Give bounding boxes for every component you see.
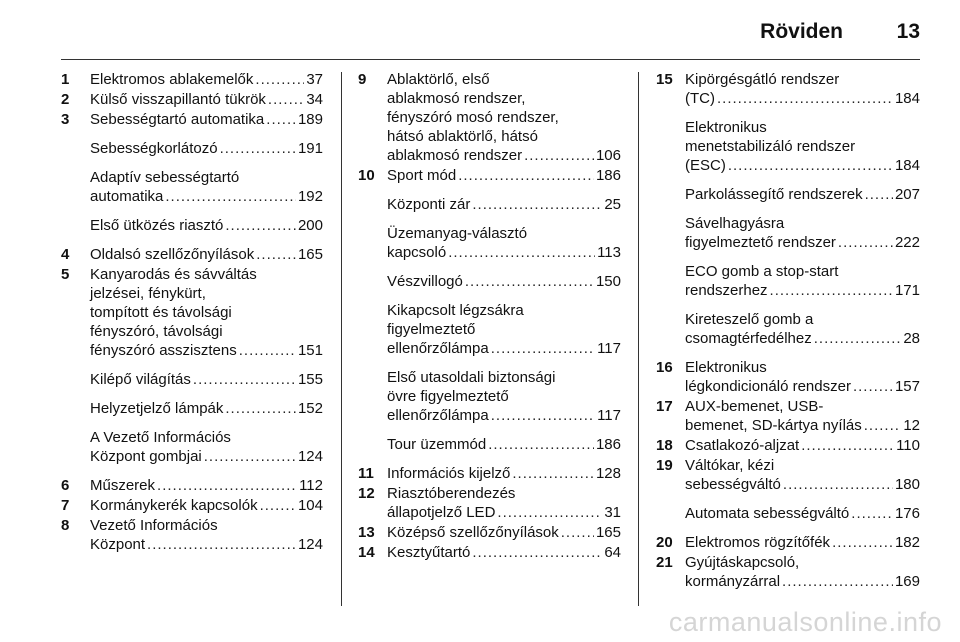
entry-text: Vészvillogó (387, 273, 463, 290)
entry-number: 16 (656, 359, 673, 376)
entry-last-line (685, 377, 920, 396)
entry-last-line (387, 435, 621, 454)
dot-leader (864, 416, 902, 435)
entry-last-line (90, 110, 323, 129)
dot-leader (814, 329, 902, 348)
entry-text: (TC) (685, 90, 715, 107)
entry-last-line (90, 187, 323, 206)
entry-text-line: Váltókar, kézi (685, 457, 775, 474)
entry-text: csomagtérfedélhez (685, 330, 812, 347)
entry-number: 9 (358, 71, 367, 88)
dot-leader (728, 156, 893, 175)
entry-text-line: Első utasoldali biztonsági (387, 369, 556, 386)
index-entry (61, 399, 323, 418)
dot-leader (165, 187, 296, 206)
entry-text-line: ECO gomb a stop-start (685, 263, 839, 280)
entry-last-line (685, 475, 920, 494)
entry-text: Első ütközés riasztó (90, 217, 224, 234)
page-ref: 124 (297, 536, 323, 553)
entry-text-line: Adaptív sebességtartó (90, 169, 240, 186)
dot-leader (782, 572, 893, 591)
entry-text: Központi zár (387, 196, 471, 213)
entry-last-line (90, 370, 323, 389)
page-ref: 37 (306, 71, 323, 88)
index-entry (358, 464, 621, 483)
entry-last-line (90, 341, 323, 360)
index-entry (656, 118, 920, 175)
dot-leader (491, 339, 595, 358)
entry-text: Elektromos ablakemelők (90, 71, 254, 88)
page-ref: 151 (297, 342, 323, 359)
dot-leader (204, 447, 296, 466)
entry-last-line (387, 272, 621, 291)
entry-number: 11 (358, 465, 374, 482)
entry-last-line (685, 156, 920, 175)
entry-text: légkondicionáló rendszer (685, 378, 851, 395)
page-title: Röviden (760, 20, 843, 43)
entry-number: 5 (61, 266, 70, 283)
entry-number: 1 (61, 71, 70, 88)
entry-number: 6 (61, 477, 70, 494)
index-entry (656, 214, 920, 252)
index-entry (358, 195, 621, 214)
page-ref: 113 (597, 244, 621, 261)
dot-leader (512, 464, 594, 483)
page-ref: 31 (604, 504, 621, 521)
entry-text-line: fényszóró, távolsági (90, 323, 223, 340)
entry-text: kapcsoló (387, 244, 447, 261)
index-entry (358, 272, 621, 291)
index-entry (358, 435, 621, 454)
dot-leader (801, 436, 894, 455)
page-header (0, 0, 960, 60)
page-ref: 180 (894, 476, 920, 493)
index-entry (61, 428, 323, 466)
index-entry (656, 70, 920, 108)
dot-leader (193, 370, 296, 389)
entry-text-line: Kireteszelő gomb a (685, 311, 814, 328)
dot-leader (157, 476, 297, 495)
page-ref: 182 (894, 534, 920, 551)
entry-text-line: övre figyelmeztető (387, 388, 509, 405)
page-ref: 189 (297, 111, 323, 128)
dot-leader (256, 245, 296, 264)
entry-text: Műszerek (90, 477, 156, 494)
page-ref: 207 (894, 186, 920, 203)
entry-text: fényszóró asszisztens (90, 342, 237, 359)
page-ref: 186 (595, 436, 621, 453)
entry-text: Központ gombjai (90, 448, 202, 465)
entry-text-line: Gyújtáskapcsoló, (685, 554, 800, 571)
entry-last-line (387, 406, 621, 425)
page-ref: 150 (595, 273, 621, 290)
dot-leader (225, 399, 296, 418)
entry-number: 3 (61, 111, 70, 128)
entry-last-line (387, 243, 621, 262)
entry-last-line (387, 543, 621, 562)
page-ref: 12 (903, 417, 920, 434)
page-ref: 104 (297, 497, 323, 514)
entry-text: sebességváltó (685, 476, 781, 493)
dot-leader (260, 496, 296, 515)
index-entry (61, 370, 323, 389)
index-entry (656, 262, 920, 300)
index-entry (656, 553, 920, 591)
page-ref: 117 (597, 340, 621, 357)
index-entry (61, 139, 323, 158)
entry-text: Oldalsó szellőzőnyílások (90, 246, 255, 263)
page-ref: 171 (894, 282, 920, 299)
entry-text: Sebességtartó automatika (90, 111, 265, 128)
entry-last-line (387, 523, 621, 542)
dot-leader (838, 233, 893, 252)
entry-text-line: Elektronikus (685, 359, 767, 376)
page-ref: 155 (297, 371, 323, 388)
dot-leader (832, 533, 893, 552)
entry-text: Sebességkorlátozó (90, 140, 218, 157)
page-ref: 169 (894, 573, 920, 590)
entry-text: Kesztyűtartó (387, 544, 471, 561)
entry-text: állapotjelző LED (387, 504, 496, 521)
entry-text-line: Vezető Információs (90, 517, 218, 534)
page-ref: 157 (894, 378, 920, 395)
index-entry (358, 224, 621, 262)
entry-text-line: hátsó ablaktörlő, hátsó (387, 128, 538, 145)
index-entry (61, 516, 323, 554)
index-entry (656, 310, 920, 348)
entry-text-line: Elektronikus (685, 119, 767, 136)
index-entry (656, 397, 920, 435)
page-ref: 124 (297, 448, 323, 465)
entry-text-line: Ablaktörlő, első (387, 71, 490, 88)
dot-leader (220, 139, 296, 158)
entry-last-line (90, 216, 323, 235)
entry-number: 10 (358, 167, 375, 184)
entry-text: Helyzetjelző lámpák (90, 400, 224, 417)
dot-leader (225, 216, 296, 235)
entry-text: Tour üzemmód (387, 436, 487, 453)
dot-leader (465, 272, 594, 291)
entry-last-line (90, 139, 323, 158)
entry-text-line: menetstabilizáló rendszer (685, 138, 856, 155)
entry-text-line: Riasztóberendezés (387, 485, 516, 502)
entry-number: 2 (61, 91, 70, 108)
entry-text-line: jelzései, fénykürt, (90, 285, 206, 302)
dot-leader (524, 146, 594, 165)
entry-number: 21 (656, 554, 673, 571)
index-entry (358, 70, 621, 165)
page-ref: 184 (894, 157, 920, 174)
entry-last-line (387, 146, 621, 165)
page-ref: 222 (894, 234, 920, 251)
index-entry (61, 110, 323, 129)
page-ref: 186 (595, 167, 621, 184)
entry-last-line (685, 416, 920, 435)
entry-text-line: Kanyarodás és sávváltás (90, 266, 257, 283)
page-ref: 110 (896, 437, 920, 454)
page-ref: 165 (595, 524, 621, 541)
entry-last-line (685, 329, 920, 348)
entry-last-line (685, 436, 920, 455)
entry-last-line (387, 195, 621, 214)
index-entry (358, 543, 621, 562)
dot-leader (783, 475, 893, 494)
entry-last-line (387, 339, 621, 358)
index-entry (61, 265, 323, 360)
entry-number: 18 (656, 437, 673, 454)
entry-text: Középső szellőzőnyílások (387, 524, 559, 541)
index-entry (358, 301, 621, 358)
entry-last-line (685, 504, 920, 523)
entry-text: bemenet, SD-kártya nyílás (685, 417, 862, 434)
dot-leader (497, 503, 602, 522)
entry-number: 14 (358, 544, 375, 561)
entry-last-line (685, 185, 920, 204)
dot-leader (266, 110, 296, 129)
dot-leader (448, 243, 595, 262)
entry-last-line (90, 399, 323, 418)
watermark: carmanualsonline.info (668, 607, 942, 637)
entry-text-line: A Vezető Információs (90, 429, 231, 446)
entry-text: rendszerhez (685, 282, 768, 299)
entry-last-line (685, 572, 920, 591)
index-entry (656, 504, 920, 523)
entry-text-line: figyelmeztető (387, 321, 476, 338)
page-ref: 117 (597, 407, 621, 424)
index-entry (61, 168, 323, 206)
entry-text: Automata sebességváltó (685, 505, 850, 522)
entry-text: ablakmosó rendszer (387, 147, 523, 164)
entry-last-line (90, 90, 323, 109)
dot-leader (853, 377, 893, 396)
entry-last-line (90, 496, 323, 515)
index-entry (358, 368, 621, 425)
entry-text: kormányzárral (685, 573, 781, 590)
index-entry (358, 166, 621, 185)
dot-leader (488, 435, 594, 454)
entry-number: 4 (61, 246, 70, 263)
dot-leader (147, 535, 296, 554)
entry-last-line (387, 503, 621, 522)
entry-last-line (685, 533, 920, 552)
entry-text: Információs kijelző (387, 465, 511, 482)
index-entry (358, 523, 621, 542)
entry-text-line: tompított és távolsági (90, 304, 232, 321)
page-ref: 191 (297, 140, 323, 157)
dot-leader (865, 185, 893, 204)
entry-text: ellenőrzőlámpa (387, 340, 489, 357)
index-entry (61, 90, 323, 109)
entry-last-line (90, 535, 323, 554)
entry-number: 12 (358, 485, 375, 502)
page-number: 13 (896, 20, 920, 43)
column-divider (341, 72, 342, 606)
entry-last-line (90, 70, 323, 89)
dot-leader (255, 70, 304, 89)
index-entry (656, 358, 920, 396)
entry-text-line: Sávelhagyásra (685, 215, 785, 232)
page-ref: 112 (299, 477, 323, 494)
entry-text: (ESC) (685, 157, 726, 174)
index-entry (656, 185, 920, 204)
column-divider (638, 72, 639, 606)
entry-text: ellenőrzőlámpa (387, 407, 489, 424)
dot-leader (491, 406, 595, 425)
page-ref: 64 (604, 544, 621, 561)
entry-text: Kormánykerék kapcsolók (90, 497, 258, 514)
dot-leader (472, 195, 602, 214)
dot-leader (770, 281, 893, 300)
entry-text: Sport mód (387, 167, 457, 184)
entry-number: 8 (61, 517, 70, 534)
page-ref: 165 (297, 246, 323, 263)
dot-leader (268, 90, 304, 109)
dot-leader (472, 543, 602, 562)
page-ref: 28 (903, 330, 920, 347)
entry-number: 15 (656, 71, 673, 88)
index-column-2 (358, 70, 621, 563)
index-column-3 (656, 70, 920, 592)
index-entry (61, 216, 323, 235)
dot-leader (851, 504, 893, 523)
page-ref: 192 (297, 188, 323, 205)
entry-text-line: Kikapcsolt légzsákra (387, 302, 524, 319)
entry-number: 17 (656, 398, 673, 415)
dot-leader (239, 341, 296, 360)
entry-text-line: Üzemanyag-választó (387, 225, 528, 242)
index-entry (656, 533, 920, 552)
entry-text: Elektromos rögzítőfék (685, 534, 831, 551)
entry-last-line (387, 464, 621, 483)
index-entry (656, 436, 920, 455)
page-ref: 184 (894, 90, 920, 107)
entry-text-line: ablakmosó rendszer, (387, 90, 526, 107)
entry-text-line: Kipörgésgátló rendszer (685, 71, 840, 88)
page-ref: 25 (604, 196, 621, 213)
entry-last-line (90, 447, 323, 466)
entry-text: Külső visszapillantó tükrök (90, 91, 266, 108)
index-entry (656, 456, 920, 494)
entry-number: 19 (656, 457, 673, 474)
entry-last-line (90, 245, 323, 264)
entry-text: figyelmeztető rendszer (685, 234, 836, 251)
page-ref: 106 (595, 147, 621, 164)
entry-last-line (90, 476, 323, 495)
entry-number: 20 (656, 534, 673, 551)
dot-leader (717, 89, 893, 108)
index-column-1 (61, 70, 323, 555)
dot-leader (458, 166, 594, 185)
entry-last-line (685, 233, 920, 252)
page-ref: 200 (297, 217, 323, 234)
index-entry (358, 484, 621, 522)
page-ref: 152 (297, 400, 323, 417)
page-ref: 176 (894, 505, 920, 522)
index-entry (61, 476, 323, 495)
index-entry (61, 70, 323, 89)
entry-last-line (685, 89, 920, 108)
entry-text: Csatlakozó-aljzat (685, 437, 800, 454)
page-ref: 34 (306, 91, 323, 108)
entry-last-line (387, 166, 621, 185)
entry-text: automatika (90, 188, 164, 205)
entry-number: 7 (61, 497, 70, 514)
index-entry (61, 245, 323, 264)
entry-number: 13 (358, 524, 375, 541)
dot-leader (561, 523, 594, 542)
entry-last-line (685, 281, 920, 300)
entry-text: Parkolássegítő rendszerek (685, 186, 863, 203)
index-entry (61, 496, 323, 515)
entry-text-line: AUX-bemenet, USB- (685, 398, 824, 415)
page-ref: 128 (595, 465, 621, 482)
entry-text: Központ (90, 536, 146, 553)
header-rule (61, 59, 920, 60)
entry-text: Kilépő világítás (90, 371, 191, 388)
entry-text-line: fényszóró mosó rendszer, (387, 109, 559, 126)
